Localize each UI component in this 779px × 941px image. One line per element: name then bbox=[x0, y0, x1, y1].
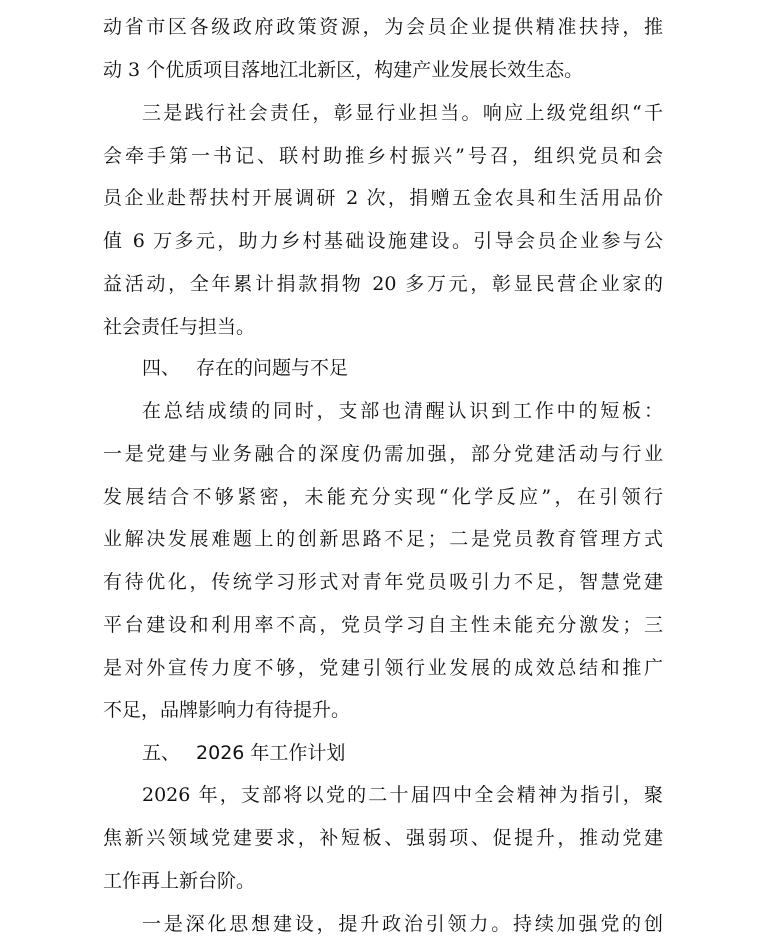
text-line-7: 益活动，全年累计捐款捐物 20 多万元，彰显民营企业家的 bbox=[103, 273, 663, 295]
text-line-6: 值 6 万多元，助力乡村基础设施建设。引导会员企业参与公 bbox=[103, 230, 663, 252]
text-line-12: 发展结合不够紧密，未能充分实现“化学反应”，在引领行 bbox=[103, 486, 663, 508]
section-title-5: 2026 年工作计划 bbox=[196, 742, 346, 764]
text-line-15: 平台建设和利用率不高，党员学习自主性未能充分激发；三 bbox=[103, 614, 663, 636]
text-line-21: 工作再上新台阶。 bbox=[103, 870, 256, 892]
paragraph-3-lead: 三是践行社会责任，彰显行业担当。 bbox=[142, 102, 483, 124]
text-line-11: 一是党建与业务融合的深度仍需加强，部分党建活动与行业 bbox=[103, 443, 663, 465]
section-heading-5 bbox=[142, 738, 663, 768]
text-line-22: 一是深化思想建设，提升政治引领力。持续加强党的创 bbox=[142, 913, 663, 935]
text-line-8: 社会责任与担当。 bbox=[103, 316, 256, 338]
paragraph-3-first-line bbox=[142, 98, 663, 128]
text-line-2: 动 3 个优质项目落地江北新区，构建产业发展长效生态。 bbox=[103, 59, 584, 81]
section-heading-4 bbox=[142, 353, 663, 383]
text-line-4: 会牵手第一书记、联村助推乡村振兴”号召，组织党员和会 bbox=[103, 145, 663, 167]
text-line-1: 动省市区各级政府政策资源，为会员企业提供精准扶持，推 bbox=[103, 16, 663, 38]
text-line-13: 业解决发展难题上的创新思路不足；二是党员教育管理方式 bbox=[103, 528, 663, 550]
text-line-17: 不足，品牌影响力有待提升。 bbox=[103, 699, 351, 721]
text-line-16: 是对外宣传力度不够，党建引领行业发展的成效总结和推广 bbox=[103, 657, 663, 679]
text-line-14: 有待优化，传统学习形式对青年党员吸引力不足，智慧党建 bbox=[103, 571, 663, 593]
paragraph-3-rest: 响应上级党组织“千 bbox=[482, 102, 663, 124]
text-line-19: 2026 年，支部将以党的二十届四中全会精神为指引，聚 bbox=[142, 784, 663, 806]
text-line-5: 员企业赴帮扶村开展调研 2 次，捐赠五金农具和生活用品价 bbox=[103, 187, 663, 209]
text-line-10: 在总结成绩的同时，支部也清醒认识到工作中的短板： bbox=[142, 400, 663, 422]
text-line-20: 焦新兴领域党建要求，补短板、强弱项、促提升，推动党建 bbox=[103, 827, 663, 849]
section-number-5: 五、 bbox=[142, 742, 181, 764]
section-number-4: 四、 bbox=[142, 357, 181, 379]
section-title-4: 存在的问题与不足 bbox=[196, 357, 349, 379]
